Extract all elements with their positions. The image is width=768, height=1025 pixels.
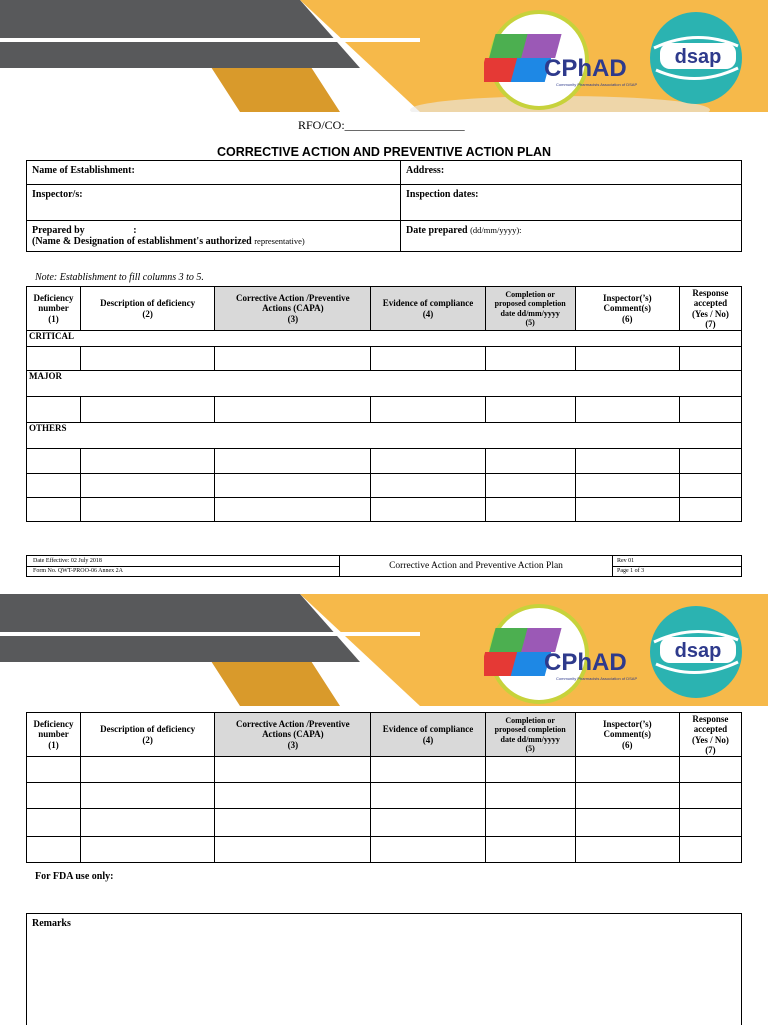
cphad-logo-text: CPhAD [544, 649, 627, 676]
footer-title: Corrective Action and Preventive Action Plan [340, 556, 613, 576]
remarks-box [26, 913, 742, 1025]
header-banner-page-2 [0, 594, 768, 706]
cphad-logo [484, 10, 650, 110]
dsap-logo [646, 602, 746, 702]
col-capa: Corrective Action /Preventive Actions (CAPA) (3) [215, 287, 371, 331]
col-response-accepted: Response accepted (Yes / No) (7) [679, 287, 741, 331]
prepared-by-note: (Name & Designation of establishment's authorized [32, 236, 252, 247]
prepared-by-note-small: representative) [254, 236, 305, 246]
page-footer [26, 555, 742, 577]
table-row [27, 757, 742, 783]
date-prepared-label: Date prepared [406, 225, 468, 236]
table-row [27, 449, 742, 474]
section-major: MAJOR [27, 371, 742, 397]
address-field: Address: [401, 161, 742, 185]
form-title: CORRECTIVE ACTION AND PREVENTIVE ACTION PLAN [216, 145, 552, 159]
establishment-info-table [26, 160, 742, 252]
dsap-logo [646, 8, 746, 108]
table-header-row [27, 713, 742, 757]
col-deficiency-number: Deficiency number (1) [27, 713, 81, 757]
prepared-by-label: Prepared by [32, 225, 85, 236]
section-others: OTHERS [27, 423, 742, 449]
prepared-by-field [27, 221, 401, 252]
cphad-logo-text: CPhAD [544, 55, 627, 82]
table-row [27, 347, 742, 371]
table-row [27, 474, 742, 498]
remarks-label: Remarks [32, 918, 71, 929]
table-header-row [27, 287, 742, 331]
dsap-logo-text: dsap [674, 46, 722, 68]
prepared-by-colon: : [133, 225, 137, 236]
table-row [27, 809, 742, 837]
form-number: Form No. QWT-PROO-06 Annex 2A [27, 566, 339, 576]
col-evidence: Evidence of compliance (4) [371, 713, 485, 757]
page-number: Page 1 of 3 [613, 566, 741, 576]
cphad-logo [484, 604, 650, 704]
cphad-logo-subtext: Community Pharmacists Association of DSAP [556, 82, 638, 87]
date-effective: Date Effective: 02 July 2018 [33, 558, 102, 564]
col-capa: Corrective Action /Preventive Actions (CAPA) (3) [215, 713, 371, 757]
table-row [27, 498, 742, 522]
table-row [27, 783, 742, 809]
col-description: Description of deficiency (2) [81, 713, 215, 757]
col-completion-date: Completion or proposed completion date dd/mm/yyyy (5) [485, 713, 575, 757]
date-prepared-field [401, 221, 742, 252]
col-completion-date: Completion or proposed completion date dd/mm/yyyy (5) [485, 287, 575, 331]
cphad-logo-subtext: Community Pharmacists Association of DSAP [556, 676, 638, 681]
col-evidence: Evidence of compliance (4) [371, 287, 485, 331]
establishment-name-field: Name of Establishment: [27, 161, 401, 185]
col-description: Description of deficiency (2) [81, 287, 215, 331]
dsap-logo-text: dsap [674, 640, 722, 662]
revision: Rev 01 [617, 558, 635, 564]
date-prepared-format: (dd/mm/yyyy): [470, 225, 522, 235]
section-critical: CRITICAL [27, 331, 742, 347]
table-row [27, 837, 742, 863]
deficiency-table [26, 286, 742, 522]
header-banner [0, 0, 768, 112]
col-deficiency-number: Deficiency number (1) [27, 287, 81, 331]
rfo-co-field: RFO/CO:____________________ [298, 118, 465, 132]
table-row [27, 397, 742, 423]
col-inspector-comments: Inspector(’s) Comment(s) (6) [575, 713, 679, 757]
inspection-dates-field: Inspection dates: [401, 185, 742, 221]
establishment-note: Note: Establishment to fill columns 3 to 5. [35, 272, 204, 283]
col-inspector-comments: Inspector(’s) Comment(s) (6) [575, 287, 679, 331]
fda-use-label: For FDA use only: [35, 871, 114, 882]
col-response-accepted: Response accepted (Yes / No) (7) [679, 713, 741, 757]
deficiency-table-page-2 [26, 712, 742, 863]
inspectors-field: Inspector/s: [27, 185, 401, 221]
